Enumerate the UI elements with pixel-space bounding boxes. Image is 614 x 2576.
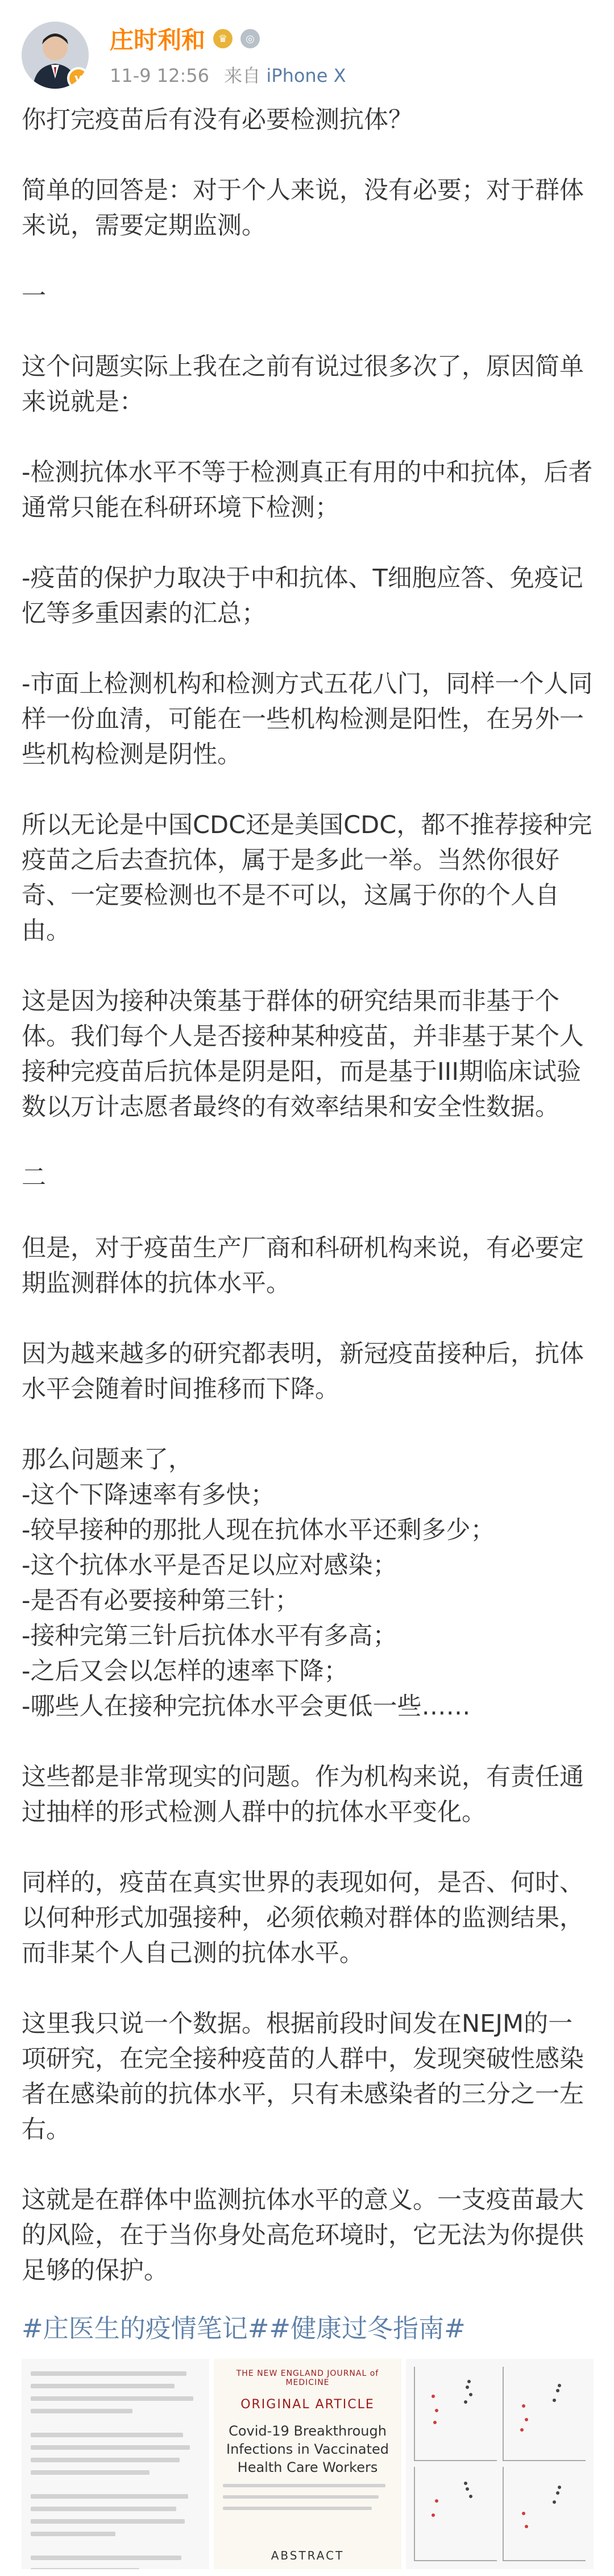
- post-meta: [110, 61, 346, 88]
- post-paragraph: 这是因为接种决策基于群体的研究结果而非基于个体。我们每个人是否接种某种疫苗，并非基于某个人接种完疫苗后抗体是阴是阳，而是基于III期临床试验数以万计志愿者最终的有效率结果和安全性数据。: [22, 987, 584, 1121]
- post-paragraph: 这里我只说一个数据。根据前段时间发在NEJM的一项研究，在完全接种疫苗的人群中，发现突破性感染者在感染前的抗体水平，只有未感染者的三分之一左右。: [22, 2010, 584, 2144]
- scatter-plot-b: [503, 2367, 586, 2461]
- text-screenshot-lines: [31, 2371, 200, 2569]
- level-medal-icon[interactable]: ◎: [240, 29, 260, 48]
- post-paragraph: 因为越来越多的研究都表明，新冠疫苗接种后，抗体水平会随着时间推移而下降。: [22, 1340, 584, 1403]
- post-paragraph: -检测抗体水平不等于检测真正有用的中和抗体，后者通常只能在科研环境下检测；: [22, 458, 593, 522]
- question-list: 那么问题来了， -这个下降速率有多快； -较早接种的那批人现在抗体水平还剩多少； -这个抗体水平是否足以应对感染； -是否有必要接种第三针； -接种完第三针后抗体水平有多高； -之后又会以怎样的速率下降； -哪些人在接种完抗体水平会更低一些……: [22, 1446, 495, 1721]
- avatar[interactable]: [22, 22, 89, 89]
- author-row: [110, 22, 260, 56]
- author-name[interactable]: 庄时利和: [110, 26, 206, 54]
- source-device[interactable]: iPhone X: [266, 65, 346, 86]
- image-grid: [22, 2359, 594, 2569]
- scatter-plot-d: [503, 2467, 586, 2561]
- section-marker: 二: [22, 1163, 46, 1192]
- verified-icon: v: [67, 67, 89, 89]
- post-timestamp: 11-9 12:56: [110, 65, 210, 86]
- source-prefix: 来自: [224, 65, 261, 86]
- abstract-heading: ABSTRACT: [271, 2549, 345, 2562]
- post-paragraph: 所以无论是中国CDC还是美国CDC，都不推荐接种完疫苗之后去查抗体，属于是多此一举。当然你很好奇、一定要检测也不是不可以，这属于你的个人自由。: [22, 811, 592, 945]
- scatter-plot-a: [414, 2367, 497, 2461]
- member-crown-icon[interactable]: ♛: [213, 29, 233, 48]
- article-section: ORIGINAL ARTICLE: [240, 2397, 375, 2412]
- image-thumb-nejm[interactable]: [214, 2359, 401, 2569]
- journal-name: THE NEW ENGLAND JOURNAL of MEDICINE: [236, 2369, 379, 2387]
- hashtag-links[interactable]: #庄医生的疫情笔记##健康过冬指南#: [22, 2313, 466, 2343]
- section-marker: 一: [22, 282, 46, 310]
- article-title: Covid-19 Breakthrough Infections in Vaccinated Health Care Workers: [226, 2423, 389, 2475]
- post-body: [22, 102, 594, 2346]
- post-paragraph: 这些都是非常现实的问题。作为机构来说，有责任通过抽样的形式检测人群中的抗体水平变化。: [22, 1763, 584, 1827]
- image-thumb-text[interactable]: [22, 2359, 209, 2569]
- post-paragraph: 你打完疫苗后有没有必要检测抗体？: [22, 106, 413, 134]
- post-paragraph: 这就是在群体中监测抗体水平的意义。一支疫苗最大的风险，在于当你身处高危环境时，它无法为你提供足够的保护。: [22, 2186, 584, 2285]
- post-paragraph: -市面上检测机构和检测方式五花八门，同样一个人同样一份血清，可能在一些机构检测是阳性，在另外一些机构检测是阴性。: [22, 670, 593, 769]
- post-paragraph: 但是，对于疫苗生产厂商和科研机构来说，有必要定期监测群体的抗体水平。: [22, 1234, 584, 1298]
- post-paragraph: 这个问题实际上我在之前有说过很多次了，原因简单来说就是：: [22, 353, 584, 416]
- author-lines: [223, 2484, 392, 2518]
- scatter-plot-c: [414, 2467, 497, 2561]
- post-paragraph: 简单的回答是：对于个人来说，没有必要；对于群体来说，需要定期监测。: [22, 176, 584, 240]
- post-paragraph: -疫苗的保护力取决于中和抗体、T细胞应答、免疫记忆等多重因素的汇总；: [22, 564, 583, 628]
- post-header: [0, 0, 614, 114]
- image-thumb-plots[interactable]: [406, 2359, 594, 2569]
- post-paragraph: 同样的，疫苗在真实世界的表现如何，是否、何时、以何种形式加强接种，必须依赖对群体的监测结果，而非某个人自己测的抗体水平。: [22, 1869, 584, 1968]
- antibody-plots: [406, 2359, 594, 2569]
